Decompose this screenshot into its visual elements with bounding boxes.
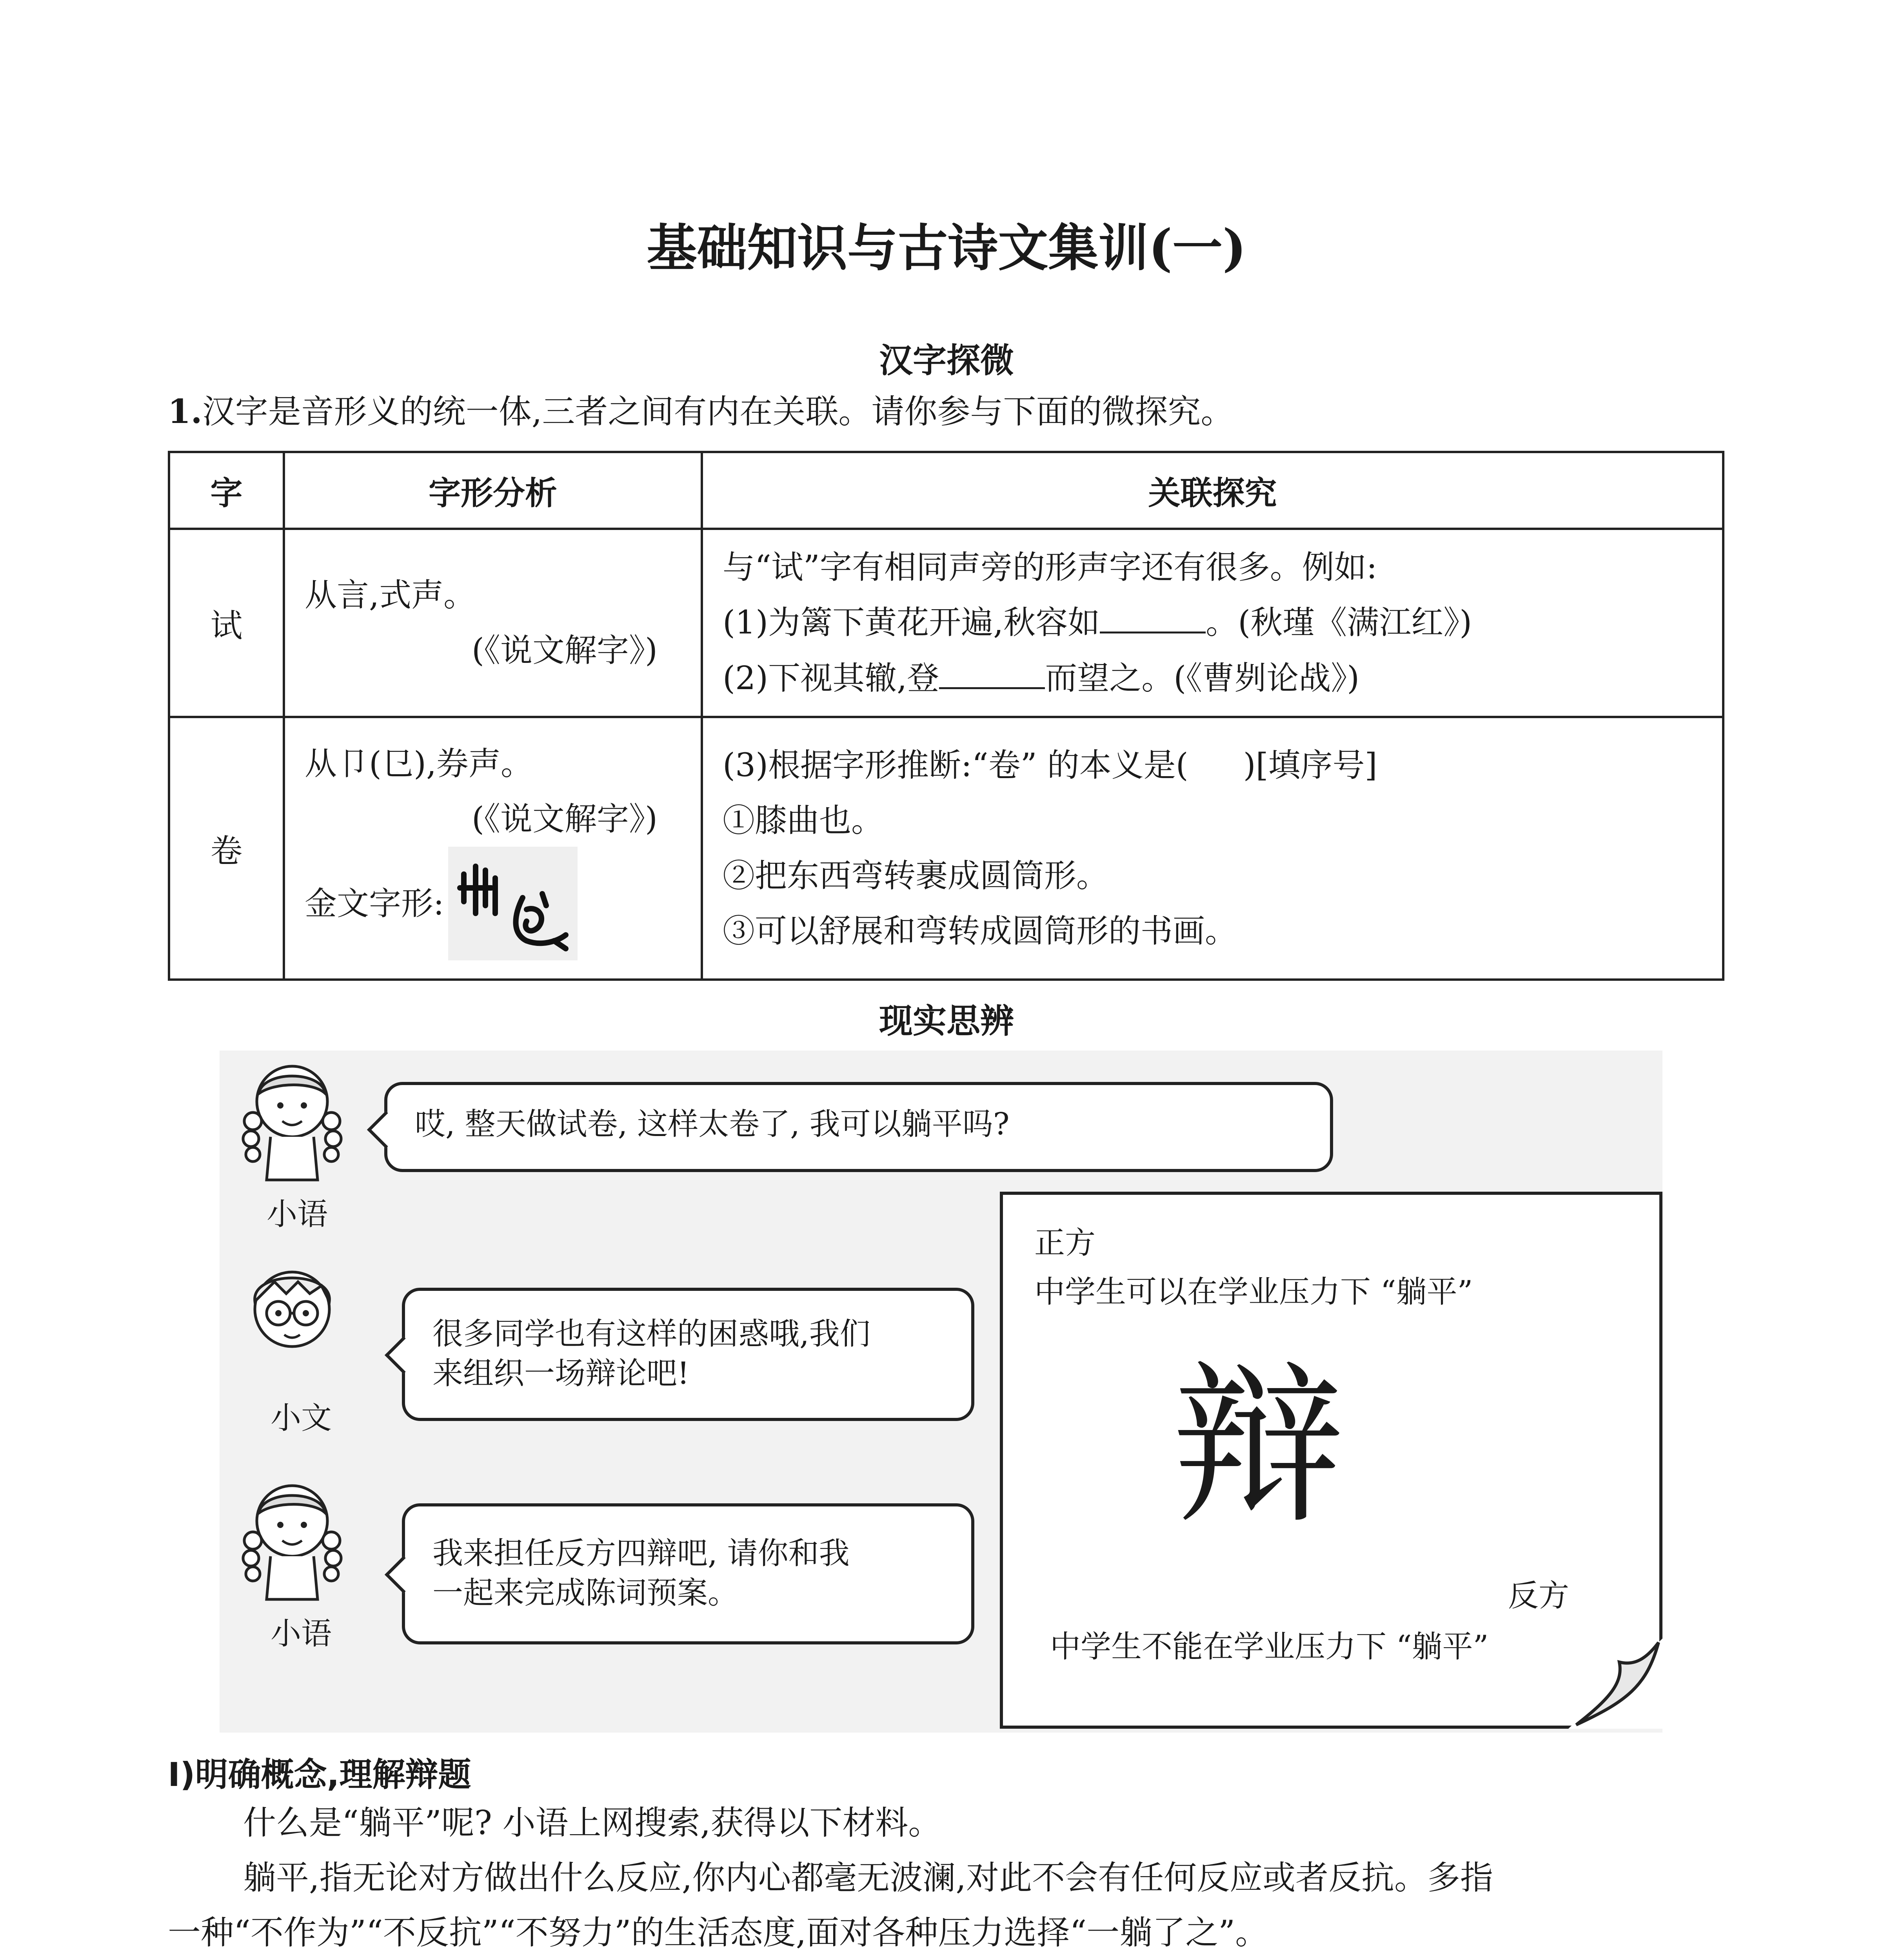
boy-avatar-icon [235, 1254, 349, 1384]
part1-material-line: 躺平,指无论对方做出什么反应,你内心都毫无波澜,对此不会有任何反应或者反抗。多指 [243, 1858, 1493, 1897]
bubble-text-line1: 我来担任反方四辩吧, 请你和我 [432, 1536, 850, 1571]
table-row [169, 717, 1723, 980]
row-char-shi: 试 [169, 529, 284, 717]
section-heading-debate: 现实思辨 [879, 1002, 1014, 1041]
row1-analysis [284, 529, 702, 717]
q1-source: 。(秋瑾《满江红》) [1206, 604, 1472, 642]
pro-statement: 中学生可以在学业压力下 “躺平” [1034, 1274, 1473, 1310]
speech-bubble-2 [402, 1288, 974, 1421]
question-1 [168, 392, 1234, 432]
jinwen-glyph-image [448, 847, 578, 960]
row2-explore [702, 717, 1723, 980]
option-2: ②把东西弯转裹成圆筒形。 [723, 857, 1109, 895]
jinwen-label: 金文字形: [305, 885, 444, 922]
row2-analysis [284, 717, 702, 980]
q2-text: (2)下视其辙,登 [723, 659, 939, 697]
header-char: 字 [169, 452, 284, 529]
bubble-text-line1: 很多同学也有这样的困惑哦,我们 [432, 1316, 870, 1352]
bubble-text-line2: 来组织一场辩论吧! [432, 1356, 690, 1392]
con-label: 反方 [1508, 1578, 1569, 1613]
option-3: ③可以舒展和弯转成圆筒形的书画。 [723, 913, 1237, 950]
con-statement: 中学生不能在学业压力下 “躺平” [1050, 1629, 1489, 1664]
speaker-label: 小语 [267, 1197, 328, 1232]
section-heading-hanzi: 汉字探微 [879, 341, 1014, 380]
q3-text: (3)根据字形推断:“卷” 的本义是( [723, 746, 1188, 784]
debate-big-char: 辩 [1172, 1346, 1345, 1547]
girl-avatar-icon [235, 1474, 349, 1603]
page-title: 基础知识与古诗文集训(一) [647, 219, 1246, 278]
jinwen-row [305, 847, 681, 960]
bubble-text: 哎, 整天做试卷, 这样太卷了, 我可以躺平吗? [415, 1107, 1010, 1142]
analysis-source: (《说文解字》) [472, 632, 658, 669]
page-curl-icon [1568, 1639, 1662, 1729]
question-text: 汉字是音形义的统一体,三者之间有内在关联。请你参与下面的微探究。 [202, 392, 1234, 431]
analysis-source: (《说文解字》) [472, 800, 658, 838]
header-analysis: 字形分析 [284, 452, 702, 529]
table-header-row [169, 452, 1723, 529]
question-number: 1. [168, 392, 202, 431]
row1-explore [702, 529, 1723, 717]
q2-source: 而望之。(《曹刿论战》) [1045, 659, 1360, 697]
row-char-juan: 卷 [169, 717, 284, 980]
speaker-label: 小语 [271, 1616, 332, 1651]
answer-blank-1[interactable] [1100, 604, 1206, 633]
speech-bubble-1 [384, 1082, 1333, 1172]
explore-intro: 与“试”字有相同声旁的形声字还有很多。例如: [723, 549, 1377, 586]
girl-avatar-icon [235, 1054, 349, 1184]
bubble-text-line2: 一起来完成陈词预案。 [432, 1575, 739, 1611]
question-1-3 [723, 738, 1702, 793]
question-1-2 [723, 651, 1702, 706]
part1-material-line: 一种“不作为”“不反抗”“不努力”的生活态度,面对各种压力选择“一躺了之”。 [168, 1913, 1268, 1952]
header-explore: 关联探究 [702, 452, 1723, 529]
table-row [169, 529, 1723, 717]
hanzi-table [168, 451, 1724, 981]
speech-bubble-3 [402, 1503, 974, 1644]
answer-blank-2[interactable] [939, 660, 1045, 689]
speaker-label: 小文 [271, 1401, 332, 1436]
q1-text: (1)为篱下黄花开遍,秋容如 [723, 604, 1100, 642]
question-1-1 [723, 595, 1702, 650]
q3-hint: )[填序号] [1243, 746, 1377, 784]
analysis-text: 从言,式声。 [305, 576, 476, 614]
pro-label: 正方 [1034, 1225, 1096, 1261]
analysis-text: 从卩(㔾),券声。 [305, 745, 533, 782]
part1-paragraph: 什么是“躺平”呢? 小语上网搜索,获得以下材料。 [243, 1804, 941, 1842]
part1-heading: Ⅰ)明确概念,理解辩题 [168, 1755, 471, 1794]
option-1: ①膝曲也。 [723, 802, 884, 839]
